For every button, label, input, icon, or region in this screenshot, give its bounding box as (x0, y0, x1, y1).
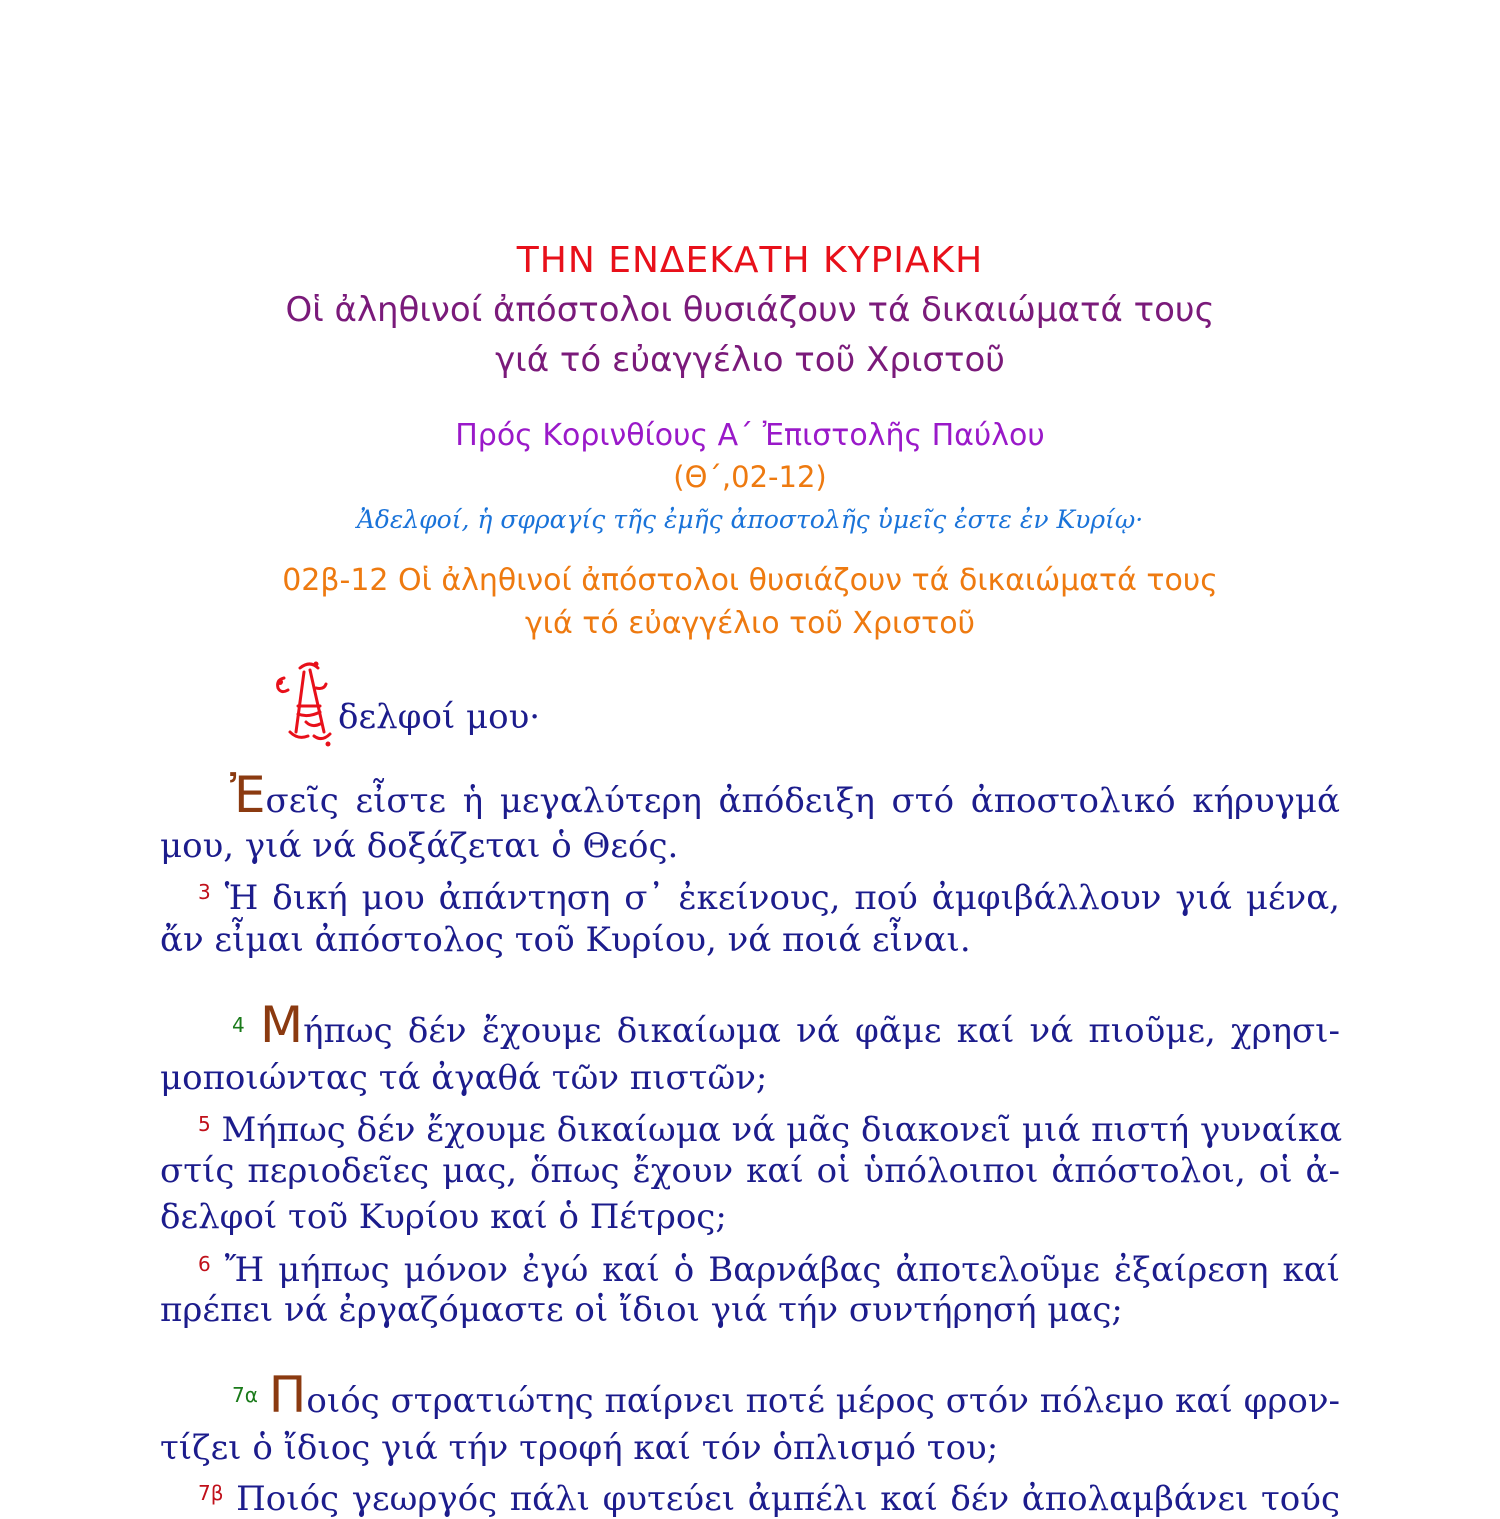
verse-number: 5 (198, 1112, 211, 1136)
verse-text: Μήπως δέν ἔχουμε δικαίωμα νά μᾶς διακονεῖ μιά πιστή γυναίκα (221, 1110, 1343, 1150)
verse-line (160, 996, 1340, 1054)
section-heading-line-1: 02β-12 Οἱ ἀληθινοί ἀπόστολοι θυσιάζουν τά δικαιώματά τους (282, 563, 1218, 598)
verse-line: μοποιώντας τά ἀγαθά τῶν πιστῶν; (160, 1058, 768, 1098)
scripture-reference: (Θ΄,02-12) (673, 460, 827, 494)
verse-line: στίς περιοδεῖες μας, ὅπως ἔχουν καί οἱ ὑπόλοιποι ἀπόστολοι, οἱ ἀ- (160, 1151, 1340, 1191)
verse-line: μου, γιά νά δοξάζεται ὁ Θεός. (160, 826, 679, 866)
verse-text: σεῖς εἶστε ἡ μεγαλύτερη ἀπόδειξη στό ἀποστολικό κήρυγμά (265, 781, 1340, 821)
verse-line (160, 766, 1340, 824)
verse-line (160, 1104, 1343, 1150)
verse-line (160, 1244, 1340, 1290)
paragraph-initial: Ἐ (230, 766, 266, 824)
epistle-name: Πρός Κορινθίους Α΄ Ἐπιστολῆς Παύλου (455, 418, 1045, 453)
verse-number: 4 (232, 1013, 245, 1037)
section-heading-line-2: γιά τό εὐαγγέλιο τοῦ Χριστοῦ (525, 606, 975, 641)
paragraph-initial: Π (268, 1366, 307, 1424)
verse-line: ἄν εἶμαι ἀπόστολος τοῦ Κυρίου, νά ποιά εἶναι. (160, 920, 971, 960)
verse-number: 7β (198, 1481, 224, 1505)
subtitle-line-2: γιά τό εὐαγγέλιο τοῦ Χριστοῦ (495, 340, 1005, 380)
verse-line: τίζει ὁ ἴδιος γιά τήν τροφή καί τόν ὁπλισμό του; (160, 1428, 999, 1468)
verse-line (160, 1366, 1341, 1424)
page-title: ΤΗΝ ΕΝΔΕΚΑΤΗ ΚΥΡΙΑΚΗ (516, 240, 984, 281)
verse-text: ήπως δέν ἔχουμε δικαίωμα νά φᾶμε καί νά πιοῦμε, χρησι- (303, 1011, 1340, 1051)
verse-number: 3 (198, 880, 211, 904)
verse-number: 7α (232, 1383, 258, 1407)
verse-text: οιός στρατιώτης παίρνει ποτέ μέρος στόν πόλεμο καί φρον- (306, 1381, 1341, 1421)
verse-line (160, 872, 1340, 918)
verse-line: πρέπει νά ἐργαζόμαστε οἱ ἴδιοι γιά τήν συντήρησή μας; (160, 1290, 1123, 1330)
paragraph-initial: Μ (259, 996, 304, 1054)
ornate-alpha-dropcap-icon (270, 660, 336, 748)
verse-text: Ἤ μήπως μόνον ἐγώ καί ὁ Βαρνάβας ἀποτελοῦμε ἐξαίρεση καί (224, 1250, 1340, 1290)
greeting: δελφοί μου· (338, 697, 541, 737)
verse-text: Ποιός γεωργός πάλι φυτεύει ἀμπέλι καί δέν ἀπολαμβάνει τούς (236, 1479, 1340, 1519)
verse-text: Ἡ δική μου ἀπάντηση σ᾽ ἐκείνους, πού ἀμφιβάλλουν γιά μένα, (224, 878, 1340, 918)
verse-line (160, 1473, 1340, 1519)
verse-number: 6 (198, 1252, 211, 1276)
verse-line: δελφοί τοῦ Κυρίου καί ὁ Πέτρος; (160, 1197, 727, 1237)
opening-quote: Ἀδελφοί, ἡ σφραγίς τῆς ἐμῆς ἀποστολῆς ὑμεῖς ἐστε ἐν Κυρίῳ· (356, 505, 1144, 534)
subtitle-line-1: Οἱ ἀληθινοί ἀπόστολοι θυσιάζουν τά δικαιώματά τους (285, 290, 1215, 330)
